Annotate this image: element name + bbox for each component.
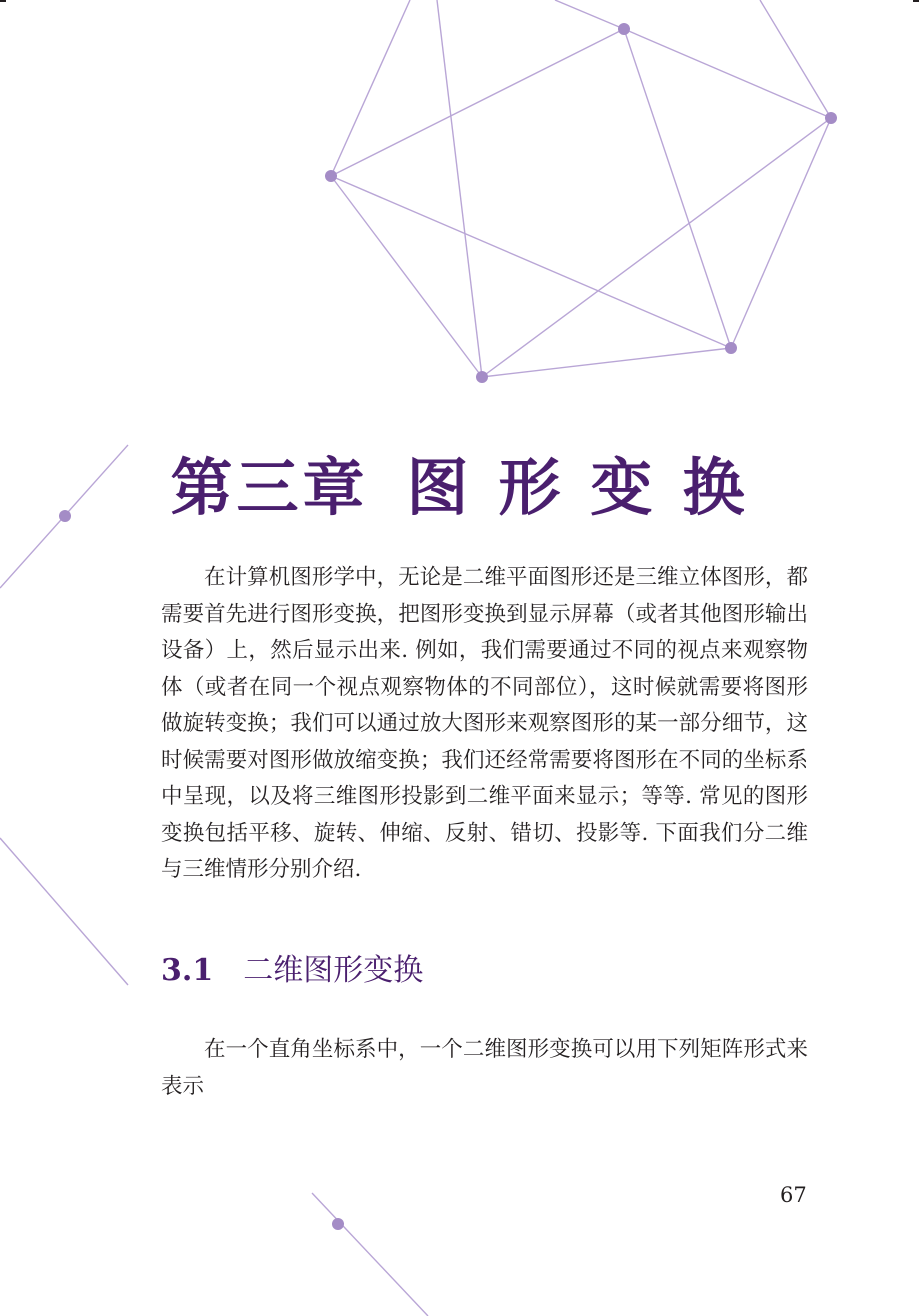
decor-line <box>731 118 831 348</box>
decor-node <box>825 112 837 124</box>
decor-node <box>476 371 488 383</box>
decor-node <box>725 342 737 354</box>
section-heading <box>161 945 423 989</box>
decor-line <box>331 29 624 176</box>
decor-line <box>482 348 731 377</box>
decor-line <box>624 29 731 348</box>
decor-line <box>0 838 128 985</box>
crop-mark-right <box>913 0 919 2</box>
decor-node <box>325 170 337 182</box>
decor-line <box>624 29 831 118</box>
decor-line <box>331 176 482 377</box>
chapter-number: 第三章 <box>170 451 369 524</box>
section-paragraph: 在一个直角坐标系中，一个二维图形变换可以用下列矩阵形式来表示 <box>161 1037 808 1099</box>
section-number: 3.1 <box>161 953 214 988</box>
decor-node <box>618 23 630 35</box>
decor-line <box>331 0 410 176</box>
page-number: 67 <box>780 1183 807 1207</box>
decor-line <box>482 118 831 377</box>
decor-line <box>760 0 831 118</box>
chapter-title-char: 形 <box>498 451 565 524</box>
decor-line <box>555 0 624 29</box>
chapter-title-char: 换 <box>682 451 749 524</box>
chapter-title <box>0 438 919 527</box>
crop-mark-left <box>0 0 6 2</box>
chapter-title-char: 变 <box>590 451 657 524</box>
decor-node <box>332 1218 344 1230</box>
section-title: 二维图形变换 <box>243 953 424 988</box>
decor-line <box>437 0 482 377</box>
decor-line <box>331 176 731 348</box>
chapter-title-char: 图 <box>406 451 473 524</box>
intro-paragraph: 在计算机图形学中，无论是二维平面图形还是三维立体图形，都需要首先进行图形变换，把图形变换到显示屏幕（或者其他图形输出设备）上，然后显示出来. 例如，我们需要通过不同的视点来观察物体（或者在同一个视点观察物体的不同部位），这时候就需要将图形做旋转变换；我们可以通过放大图形来观察图形的某一部分细节，这时候需要对图形做放缩变换；我们还经常需要将图形在不同的坐标系中呈现，以及将三维图形投影到二维平面来显示；等等. 常见的图形变换包括平移、旋转、伸缩、反射、错切、投影等. 下面我们分二维与三维情形分别介绍. <box>161 565 808 882</box>
decor-line <box>312 1193 428 1316</box>
